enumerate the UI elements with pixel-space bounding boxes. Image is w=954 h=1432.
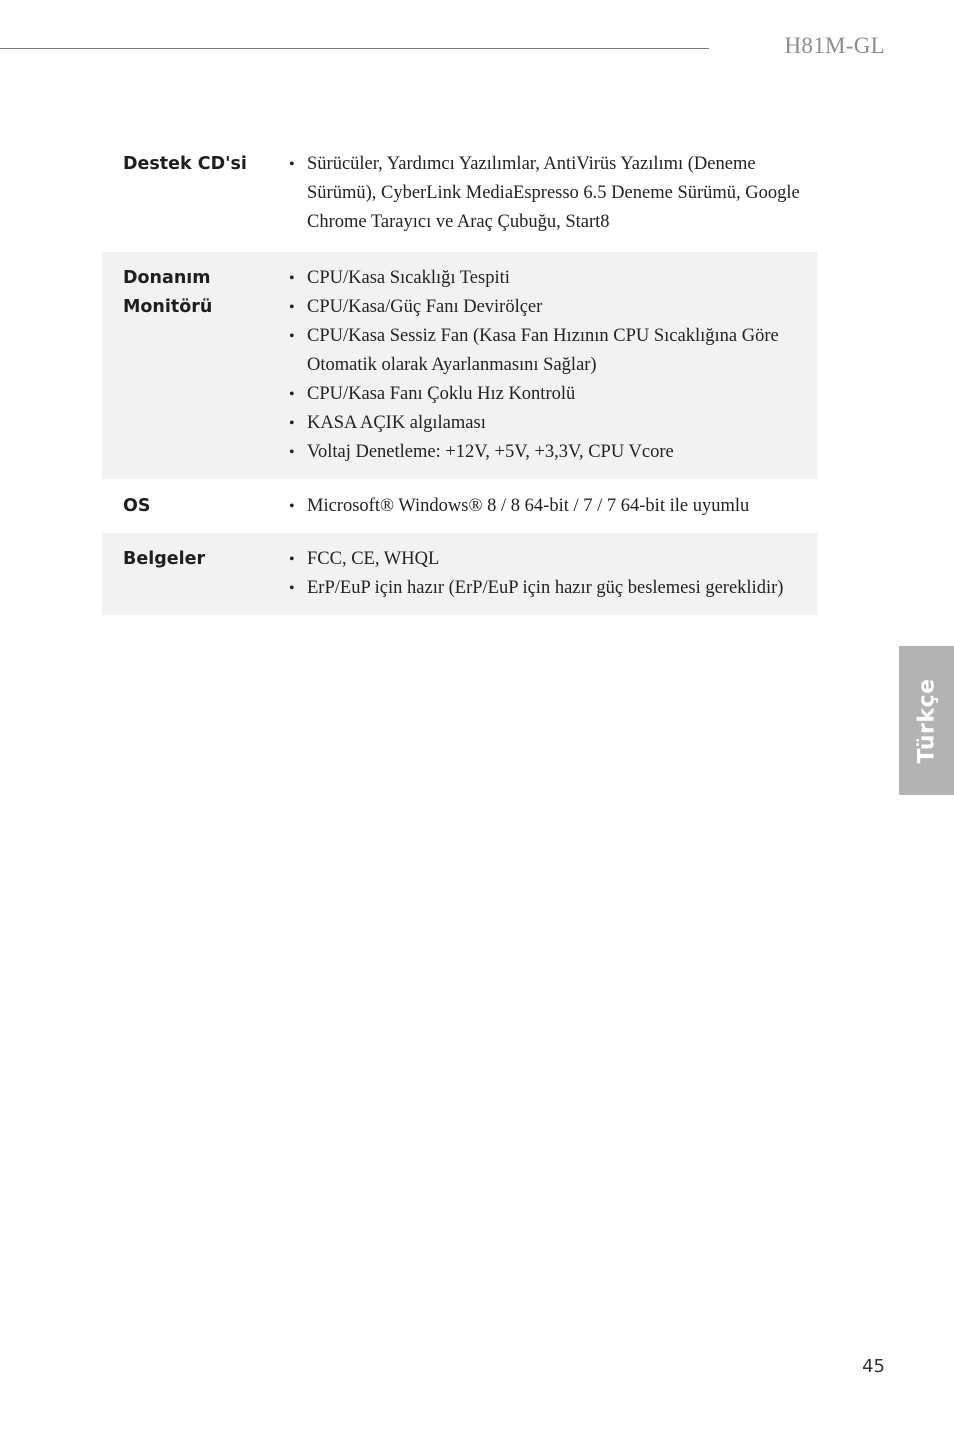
list-item: • ErP/EuP için hazır (ErP/EuP için hazır güç beslemesi gereklidir) <box>289 574 803 603</box>
page-number: 45 <box>862 1356 885 1377</box>
spec-label: Donanım Monitörü <box>123 268 213 317</box>
list-item: • KASA AÇIK algılaması <box>289 409 803 438</box>
list-item: • CPU/Kasa Fanı Çoklu Hız Kontrolü <box>289 380 803 409</box>
list-item: • CPU/Kasa Sessiz Fan (Kasa Fan Hızının CPU Sıcaklığına Göre Otomatik olarak Ayarlanmasını Sağlar) <box>289 322 803 380</box>
list-item: • FCC, CE, WHQL <box>289 545 803 574</box>
spec-items <box>289 264 817 467</box>
list-item: • Microsoft® Windows® 8 / 8 64-bit / 7 / 7 64-bit ile uyumlu <box>289 492 803 521</box>
spec-row-certifications <box>102 533 817 615</box>
language-tab-label: Türkçe <box>914 677 939 764</box>
header-rule <box>0 48 709 49</box>
list-item: • CPU/Kasa Sıcaklığı Tespiti <box>289 264 803 293</box>
spec-row-hardware-monitor <box>102 252 817 479</box>
spec-row-os <box>102 479 817 533</box>
list-item: • CPU/Kasa/Güç Fanı Devirölçer <box>289 293 803 322</box>
spec-items <box>289 150 817 237</box>
language-tab <box>899 646 954 795</box>
spec-label: Belgeler <box>123 549 206 569</box>
spec-row-support-cd <box>102 139 817 252</box>
spec-items <box>289 545 817 603</box>
spec-table <box>102 139 817 615</box>
spec-label: Destek CD'si <box>123 154 247 174</box>
spec-items <box>289 492 817 521</box>
list-item: • Voltaj Denetleme: +12V, +5V, +3,3V, CPU Vcore <box>289 438 803 467</box>
model-name: H81M-GL <box>784 33 885 58</box>
spec-label: OS <box>123 496 151 516</box>
list-item: • Sürücüler, Yardımcı Yazılımlar, AntiVirüs Yazılımı (Deneme Sürümü), CyberLink MediaEspresso 6.5 Deneme Sürümü, Google Chrome Tarayıcı ve Araç Çubuğu, Start8 <box>289 150 803 237</box>
